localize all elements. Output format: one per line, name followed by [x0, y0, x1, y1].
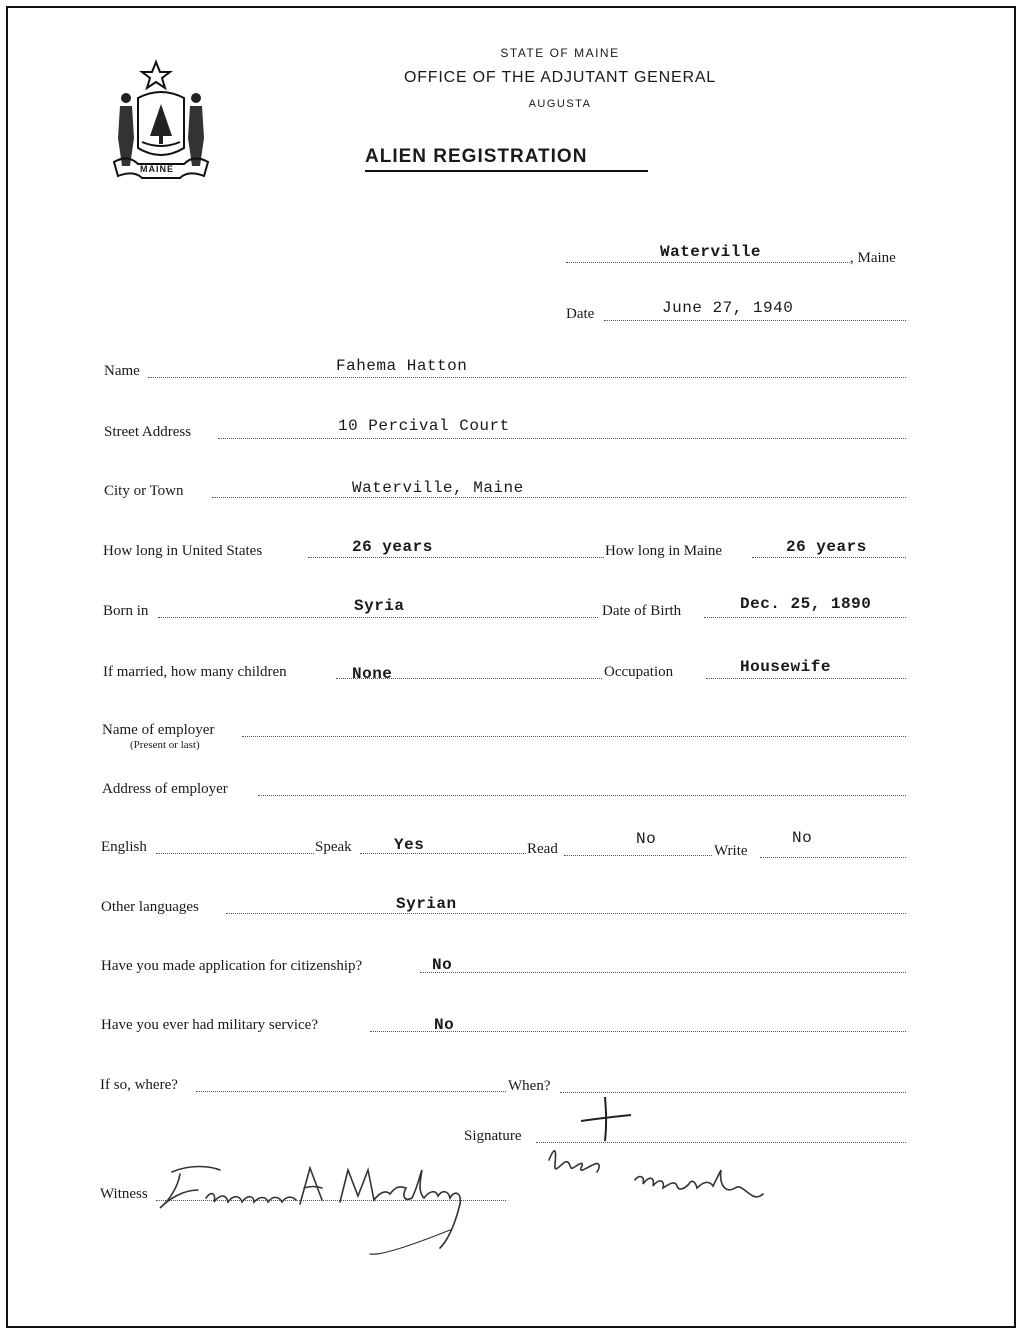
dob-label: Date of Birth [602, 603, 682, 619]
us-duration-value: 26 years [352, 538, 433, 556]
citizenship-value: No [432, 956, 453, 974]
employer-address-label: Address of employer [102, 781, 228, 797]
dob-value: Dec. 25, 1890 [740, 595, 872, 613]
us-duration-label: How long in United States [103, 543, 263, 559]
speak-label: Speak [315, 839, 352, 855]
other-languages-line [226, 913, 906, 914]
state-heading: STATE OF MAINE [500, 46, 620, 60]
location-line [566, 262, 850, 263]
speak-value: Yes [394, 836, 425, 854]
when-line [560, 1092, 906, 1093]
read-value: No [636, 830, 657, 848]
street-value: 10 Percival Court [338, 417, 510, 435]
military-value: No [434, 1016, 455, 1034]
when-label: When? [508, 1078, 551, 1094]
english-line [156, 853, 314, 854]
occupation-line [706, 678, 906, 679]
signature-label: Signature [464, 1128, 522, 1144]
employer-label: Name of employer [102, 722, 215, 738]
name-line [148, 377, 906, 378]
write-line [760, 857, 906, 858]
write-label: Write [714, 843, 748, 859]
employer-address-line [258, 795, 906, 796]
date-line [604, 320, 906, 321]
date-value: June 27, 1940 [662, 299, 794, 317]
city-heading: AUGUSTA [528, 98, 592, 110]
read-line [564, 855, 712, 856]
citizenship-line [420, 972, 906, 973]
name-value: Fahema Hatton [336, 357, 468, 375]
city-label: City or Town [104, 483, 184, 499]
maine-duration-label: How long in Maine [605, 543, 723, 559]
office-heading: OFFICE OF THE ADJUTANT GENERAL [403, 69, 717, 86]
born-label: Born in [103, 603, 149, 619]
location-value: Waterville [660, 243, 762, 261]
children-value: None [352, 665, 393, 683]
seal-banner-text: MAINE [140, 164, 174, 174]
city-line [212, 497, 906, 498]
other-languages-value: Syrian [396, 895, 457, 913]
occupation-value: Housewife [740, 658, 831, 676]
other-languages-label: Other languages [101, 899, 199, 915]
write-value: No [792, 829, 813, 847]
us-duration-line [308, 557, 604, 558]
signature-cross-mark-icon [575, 1095, 635, 1145]
name-label: Name [104, 363, 140, 379]
read-label: Read [527, 841, 558, 857]
form-title: ALIEN REGISTRATION [365, 146, 588, 167]
born-line [158, 617, 598, 618]
location-suffix: , Maine [850, 250, 896, 266]
citizenship-label: Have you made application for citizenship? [101, 958, 363, 974]
dob-line [704, 617, 906, 618]
maine-duration-value: 26 years [786, 538, 867, 556]
english-label: English [101, 839, 147, 855]
born-value: Syria [354, 597, 405, 615]
employer-line [242, 736, 906, 737]
her-mark-handwriting [545, 1140, 765, 1225]
witness-signature-handwriting [150, 1160, 520, 1260]
where-label: If so, where? [100, 1077, 178, 1093]
occupation-label: Occupation [604, 664, 674, 680]
military-label: Have you ever had military service? [101, 1017, 318, 1033]
title-underline [365, 170, 648, 172]
city-value: Waterville, Maine [352, 479, 524, 497]
witness-label: Witness [100, 1186, 148, 1202]
employer-sublabel: (Present or last) [130, 739, 200, 751]
maine-duration-line [752, 557, 906, 558]
street-line [218, 438, 906, 439]
date-label: Date [566, 306, 595, 322]
speak-line [360, 853, 526, 854]
where-line [196, 1091, 506, 1092]
street-label: Street Address [104, 424, 192, 440]
children-label: If married, how many children [103, 664, 287, 680]
